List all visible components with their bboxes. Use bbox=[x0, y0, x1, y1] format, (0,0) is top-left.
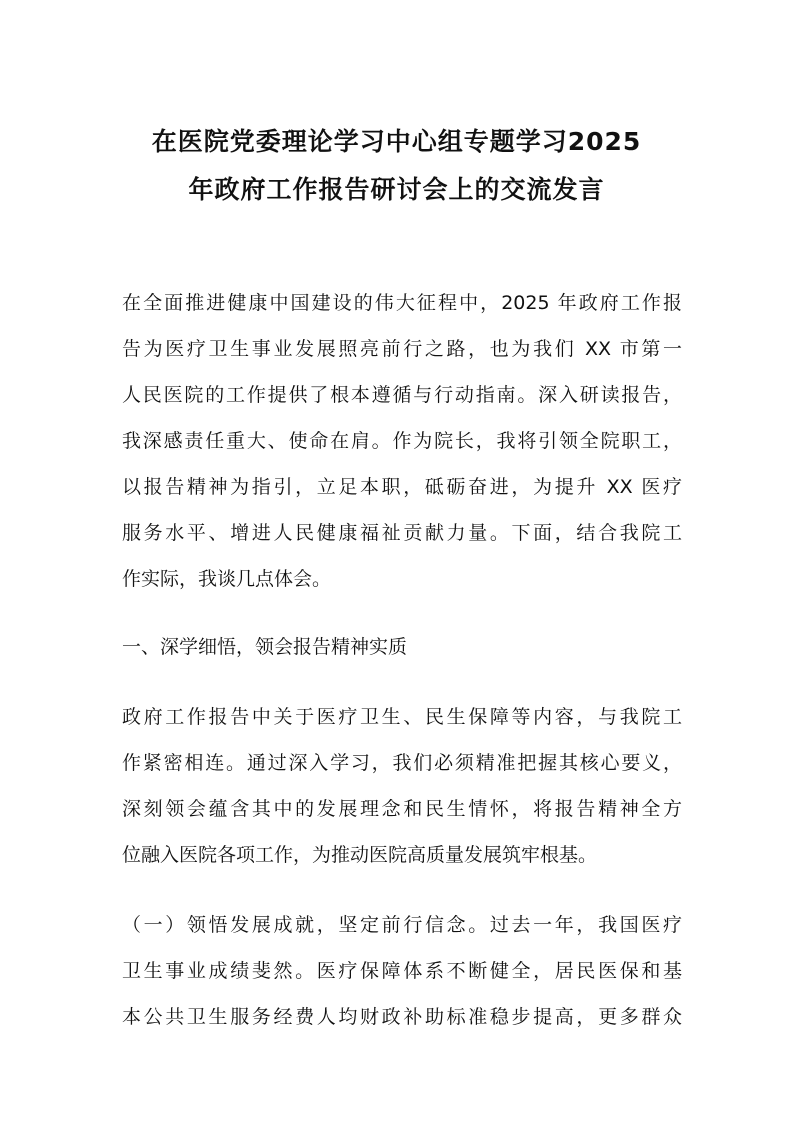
title-line-1: 在医院党委理论学习中心组专题学习2025 bbox=[151, 127, 642, 156]
section-heading: 一、深学细悟，领会报告精神实质 bbox=[122, 636, 408, 658]
document-title bbox=[100, 118, 693, 214]
section-para-line: 政府工作报告中关于医疗卫生、民生保障等内容，与我院工 bbox=[122, 706, 682, 728]
intro-line: 我深感责任重大、使命在肩。作为院长，我将引领全院职工， bbox=[122, 430, 682, 452]
subsection-para-line: （一）领悟发展成就，坚定前行信念。过去一年，我国医疗 bbox=[122, 914, 682, 936]
subsection-para-line: 卫生事业成绩斐然。医疗保障体系不断健全，居民医保和基 bbox=[122, 960, 682, 982]
intro-line: 在全面推进健康中国建设的伟大征程中，2025 年政府工作报 bbox=[122, 292, 682, 314]
title-line-2: 年政府工作报告研讨会上的交流发言 bbox=[188, 175, 605, 204]
intro-line: 人民医院的工作提供了根本遵循与行动指南。深入研读报告， bbox=[122, 384, 682, 406]
intro-line: 服务水平、增进人民健康福祉贡献力量。下面，结合我院工 bbox=[122, 522, 682, 544]
intro-line: 告为医疗卫生事业发展照亮前行之路，也为我们 XX 市第一 bbox=[122, 338, 682, 360]
subsection-para-line: 本公共卫生服务经费人均财政补助标准稳步提高，更多群众 bbox=[122, 1006, 682, 1028]
intro-line: 以报告精神为指引，立足本职，砥砺奋进，为提升 XX 医疗 bbox=[122, 476, 682, 498]
intro-line: 作实际，我谈几点体会。 bbox=[122, 568, 332, 590]
section-para-line: 作紧密相连。通过深入学习，我们必须精准把握其核心要义， bbox=[122, 752, 682, 774]
section-para-line: 位融入医院各项工作，为推动医院高质量发展筑牢根基。 bbox=[122, 844, 598, 866]
section-para-line: 深刻领会蕴含其中的发展理念和民生情怀，将报告精神全方 bbox=[122, 798, 682, 820]
